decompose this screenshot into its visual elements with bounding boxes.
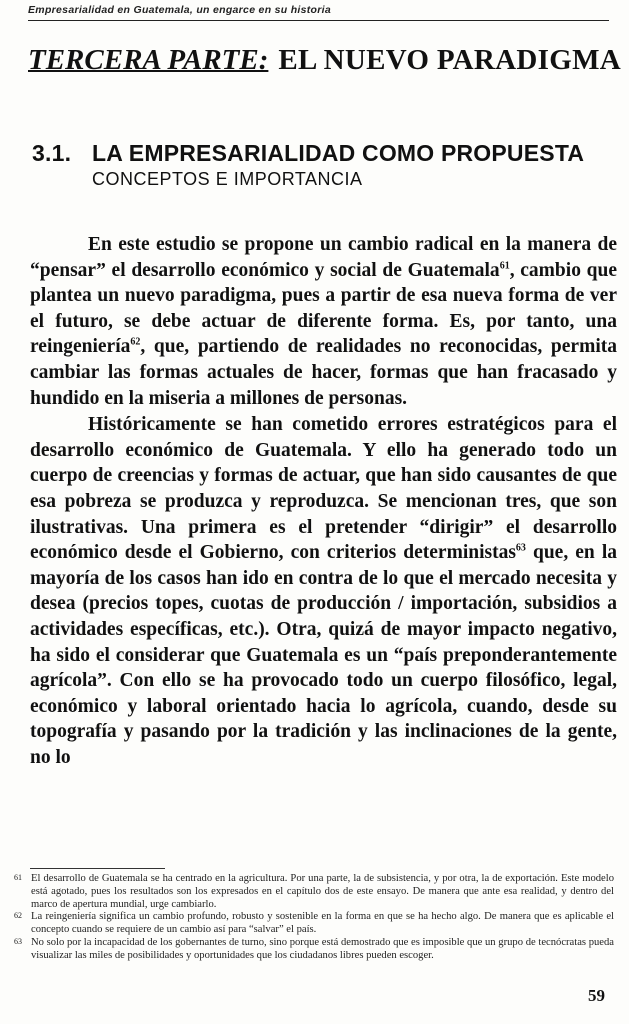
section-subtitle: CONCEPTOS E IMPORTANCIA: [92, 169, 363, 189]
section-title-line: [32, 140, 584, 167]
footnote-ref-63[interactable]: 63: [515, 542, 526, 554]
footnote-number: 63: [14, 936, 22, 946]
part-title: [28, 44, 622, 77]
section-heading: [32, 140, 584, 190]
paragraph-1: [30, 232, 617, 411]
footnote-61: [14, 873, 614, 911]
footnote-number: 61: [14, 873, 22, 882]
paragraph-1-part-a: En este estudio se propone un cambio radical en la manera de “pensar” el desarrollo económico y social de Guatemala: [30, 234, 617, 281]
paragraph-2: [30, 412, 617, 770]
running-header: Empresarialidad en Guatemala, un engarce en su historia: [28, 4, 609, 21]
footnote-text: La reingeniería significa un cambio profundo, robusto y sostenible en la forma en que se ha hecho algo. De manera que es aplicable el concepto cuando se requiere de un cambio así para “salvar” el país.: [31, 911, 614, 936]
section-number: 3.1.: [32, 140, 72, 166]
footnote-number: 62: [14, 911, 22, 921]
body-text: [30, 232, 617, 770]
footnote-text: No solo por la incapacidad de los gobernantes de turno, sino porque está demostrado que es imposible que un grupo de tecnócratas pueda visualizar las miles de posibilidades y oportunidades que los ciudadanos libres pueden escoger.: [31, 936, 614, 961]
footnote-divider: [30, 868, 165, 869]
paragraph-2-part-b: que, en la mayoría de los casos han ido en contra de lo que el mercado necesita y desea (precios topes, cuotas de producción / importación, subsidios a actividades específicas, etc.). Otra, quizá de mayor impacto negativo, ha sido el considerar que Guatemala es un “país preponderantemente agrícola”. Con ello se ha provocado todo un cuerpo filosófico, legal, económico y laboral orientado hacia lo agrícola, cuando, desde su topografía y pasando por la tradición y las inclinaciones de la gente, no lo: [30, 542, 618, 768]
footnote-ref-61[interactable]: 61: [499, 260, 510, 272]
section-title: LA EMPRESARIALIDAD COMO PROPUESTA: [92, 140, 585, 166]
footnote-63: [14, 937, 614, 963]
paragraph-1-part-c: , que, partiendo de realidades no reconocidas, permita cambiar las formas actuales de hacer, formas que han fracasado y hundido en la miseria a millones de personas.: [30, 336, 617, 409]
page-number: 59: [588, 986, 605, 1005]
paragraph-2-part-a: Históricamente se han cometido errores estratégicos para el desarrollo económico de Guatemala. Y ello ha generado todo un cuerpo de creencias y formas de actuar, que han sido causantes de que esa pobreza se produzca y reproduzca. Se mencionan tres, que son ilustrativas. Una primera es el pretender “dirigir” el desarrollo económico desde el Gobierno, con criterios deterministas: [30, 414, 617, 564]
part-label: TERCERA PARTE:: [28, 44, 269, 76]
footnote-62: [14, 911, 614, 937]
footnote-ref-62[interactable]: 62: [130, 336, 141, 348]
footnotes: [14, 873, 614, 963]
part-name: EL NUEVO PARADIGMA: [278, 44, 622, 76]
footnote-text: El desarrollo de Guatemala se ha centrado en la agricultura. Por una parte, la de subsistencia, y por otra, la de exportación. Este modelo está agotado, pues los resultados son los expresados en el capítulo dos de este ensayo. De manera que ante esa realidad, y dentro del marco de apertura mundial, urge cambiarlo.: [31, 873, 614, 910]
paragraph-1-part-b: , cambio que plantea un nuevo paradigma, pues a partir de esa nueva forma de ver el futuro, se debe actuar de diferente forma. Es, por tanto, una reingeniería: [30, 259, 617, 358]
